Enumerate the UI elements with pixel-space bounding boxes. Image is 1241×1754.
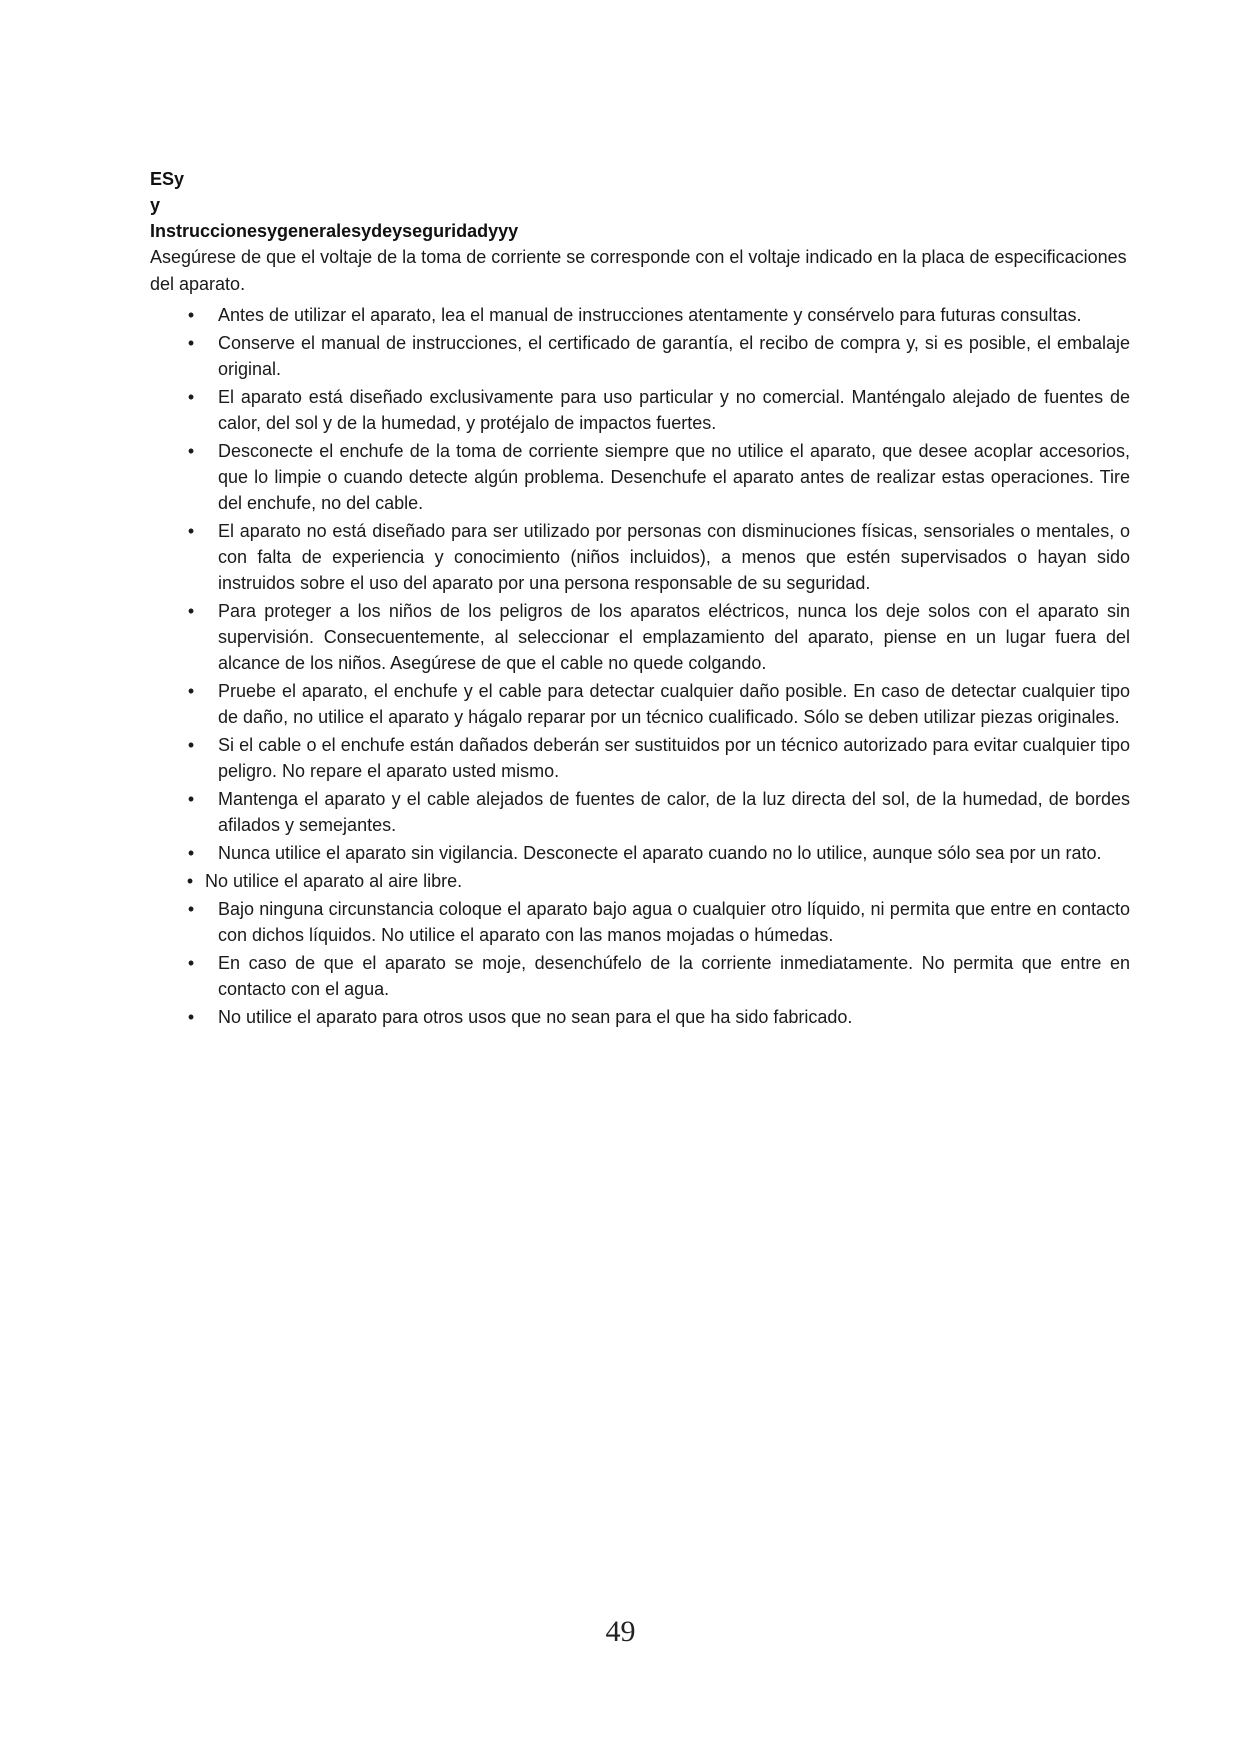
bullet-icon: • bbox=[187, 735, 195, 755]
list-item bbox=[150, 896, 1130, 948]
bullet-icon: • bbox=[187, 441, 195, 461]
language-code: ESy bbox=[150, 169, 185, 189]
list-item bbox=[150, 678, 1130, 730]
list-item-text: No utilice el aparato al aire libre. bbox=[205, 871, 463, 891]
list-item-text: Desconecte el enchufe de la toma de corriente siempre que no utilice el aparato, que desee acoplar accesorios, que lo limpie o cuando detecte algún problema. Desenchufe el aparato antes de realizar estas operaciones. Tire del enchufe, no del cable. bbox=[218, 441, 1130, 513]
list-item-text: En caso de que el aparato se moje, desenchúfelo de la corriente inmediatamente. No permita que entre en contacto con el agua. bbox=[218, 953, 1130, 999]
heading-fragment: y bbox=[150, 195, 161, 215]
page-content bbox=[150, 166, 1130, 1032]
list-item-text: Nunca utilice el aparato sin vigilancia. Desconecte el aparato cuando no lo utilice, aunque sólo sea por un rato. bbox=[218, 843, 1102, 863]
page-number: 49 bbox=[605, 1615, 636, 1648]
list-item bbox=[150, 868, 1130, 894]
bullet-icon: • bbox=[187, 843, 195, 863]
list-item bbox=[150, 598, 1130, 676]
list-item bbox=[150, 950, 1130, 1002]
list-item bbox=[150, 786, 1130, 838]
list-item-text: No utilice el aparato para otros usos que no sean para el que ha sido fabricado. bbox=[218, 1007, 853, 1027]
intro-paragraph: Asegúrese de que el voltaje de la toma de corriente se corresponde con el voltaje indicado en la placa de especificaciones del aparato. bbox=[150, 247, 1127, 294]
safety-instructions-list bbox=[150, 302, 1130, 1030]
bullet-icon: • bbox=[187, 789, 195, 809]
list-item-text: Antes de utilizar el aparato, lea el manual de instrucciones atentamente y consérvelo para futuras consultas. bbox=[218, 305, 1082, 325]
list-item bbox=[150, 330, 1130, 382]
list-item-text: Mantenga el aparato y el cable alejados de fuentes de calor, de la luz directa del sol, de la humedad, de bordes afilados y semejantes. bbox=[218, 789, 1130, 835]
bullet-icon: • bbox=[186, 871, 194, 891]
list-item-text: Pruebe el aparato, el enchufe y el cable para detectar cualquier daño posible. En caso de detectar cualquier tipo de daño, no utilice el aparato y hágalo reparar por un técnico cualificado. Sólo se deben utilizar piezas originales. bbox=[218, 681, 1130, 727]
bullet-icon: • bbox=[187, 899, 195, 919]
list-item-text: El aparato está diseñado exclusivamente para uso particular y no comercial. Manténgalo alejado de fuentes de calor, del sol y de la humedad, y protéjalo de impactos fuertes. bbox=[218, 387, 1130, 433]
list-item bbox=[150, 518, 1130, 596]
bullet-icon: • bbox=[187, 333, 195, 353]
list-item-text: Si el cable o el enchufe están dañados deberán ser sustituidos por un técnico autorizado para evitar cualquier tipo peligro. No repare el aparato usted mismo. bbox=[218, 735, 1130, 781]
list-item bbox=[150, 302, 1130, 328]
list-item-text: Conserve el manual de instrucciones, el certificado de garantía, el recibo de compra y, si es posible, el embalaje original. bbox=[218, 333, 1130, 379]
bullet-icon: • bbox=[187, 521, 195, 541]
bullet-icon: • bbox=[187, 953, 195, 973]
bullet-icon: • bbox=[187, 1007, 195, 1027]
list-item bbox=[150, 840, 1130, 866]
bullet-icon: • bbox=[187, 681, 195, 701]
bullet-icon: • bbox=[187, 601, 195, 621]
list-item-text: Bajo ninguna circunstancia coloque el aparato bajo agua o cualquier otro líquido, ni permita que entre en contacto con dichos líquidos. No utilice el aparato con las manos mojadas o húmedas. bbox=[218, 899, 1130, 945]
bullet-icon: • bbox=[187, 305, 195, 325]
list-item bbox=[150, 732, 1130, 784]
section-title: Instruccionesygeneralesydeyseguridadyyy bbox=[150, 221, 519, 241]
list-item bbox=[150, 438, 1130, 516]
list-item-text: El aparato no está diseñado para ser utilizado por personas con disminuciones físicas, sensoriales o mentales, o con falta de experiencia y conocimiento (niños incluidos), a menos que estén supervisados o hayan sido instruidos sobre el uso del aparato por una persona responsable de su seguridad. bbox=[218, 521, 1130, 593]
list-item-text: Para proteger a los niños de los peligros de los aparatos eléctricos, nunca los deje solos con el aparato sin supervisión. Consecuentemente, al seleccionar el emplazamiento del aparato, piense en un lugar fuera del alcance de los niños. Asegúrese de que el cable no quede colgando. bbox=[218, 601, 1130, 673]
bullet-icon: • bbox=[187, 387, 195, 407]
list-item bbox=[150, 1004, 1130, 1030]
list-item bbox=[150, 384, 1130, 436]
